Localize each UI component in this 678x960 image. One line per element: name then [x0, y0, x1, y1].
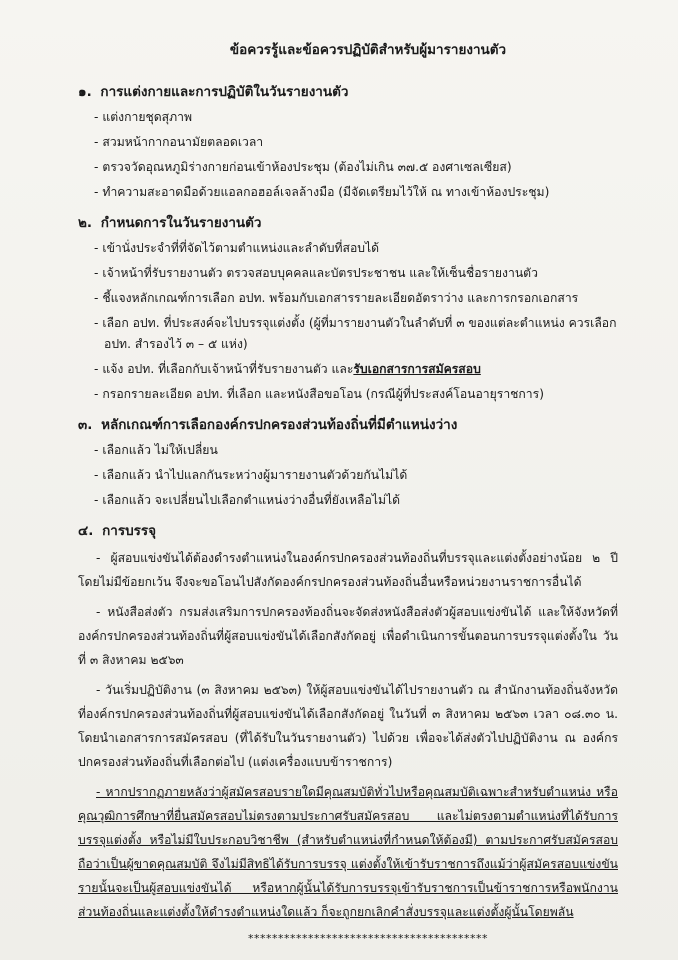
- bullet-dash: -: [94, 185, 99, 199]
- paragraph: - ผู้สอบแข่งขันได้ต้องดำรงตำแหน่งในองค์กรปกครองส่วนท้องถิ่นที่บรรจุและแต่งตั้งอย่างน้อย ๒ ปี โดยไม่มีข้อยกเว้น จึงจะขอโอนไปสังกัดองค์กรปกครองส่วนท้องถิ่นอื่นหรือหน่วยงานราชการอื่นได้: [78, 551, 618, 589]
- list-item: [94, 440, 618, 461]
- section-title: การบรรจุ: [102, 523, 157, 539]
- section-3-list: [78, 440, 618, 511]
- end-marker: ****************************************: [248, 932, 488, 945]
- section-1: [78, 80, 618, 203]
- section-heading: [78, 80, 618, 102]
- list-item: [94, 465, 618, 486]
- bullet-dash: -: [94, 468, 99, 482]
- paragraph: - หนังสือส่งตัว กรมส่งเสริมการปกครองท้องถิ่นจะจัดส่งหนังสือส่งตัวผู้สอบแข่งขันได้ และให้จังหวัดที่องค์กรปกครองส่วนท้องถิ่นที่ผู้สอบแข่งขันได้เลือกสังกัดอยู่ เพื่อดำเนินการขั้นตอนการบรรจุแต่งตั้งใน วันที่ ๓ สิงหาคม ๒๕๖๓: [78, 605, 618, 667]
- item-text: เลือกแล้ว นำไปแลกกันระหว่างผู้มารายงานตัวด้วยกันไม่ได้: [102, 468, 408, 482]
- bullet-dash: -: [94, 387, 99, 401]
- list-item: [94, 107, 618, 128]
- section-number: ๒.: [78, 215, 93, 231]
- section-number: ๑.: [78, 84, 92, 100]
- item-text: ตรวจวัดอุณหภูมิร่างกายก่อนเข้าห้องประชุม (ต้องไม่เกิน ๓๗.๕ องศาเซลเซียส): [102, 160, 512, 174]
- item-text: ชี้แจงหลักเกณฑ์การเลือก อปท. พร้อมกับเอกสารรายละเอียดอัตราว่าง และการกรอกเอกสาร: [102, 291, 579, 305]
- list-item: [94, 238, 618, 259]
- item-text: ทำความสะอาดมือด้วยแอลกอฮอล์เจลล้างมือ (มีจัดเตรียมไว้ให้ ณ ทางเข้าห้องประชุม): [102, 185, 550, 199]
- list-item: [94, 182, 618, 203]
- bullet-dash: -: [94, 135, 99, 149]
- bullet-dash: -: [94, 493, 99, 507]
- item-text: แต่งกายชุดสุภาพ: [102, 110, 193, 124]
- section-title: หลักเกณฑ์การเลือกองค์กรปกครองส่วนท้องถิ่นที่มีตำแหน่งว่าง: [101, 417, 458, 433]
- section-1-list: [78, 107, 618, 203]
- bullet-dash: -: [94, 241, 99, 255]
- list-item: [94, 313, 618, 355]
- item-text: เลือก อปท. ที่ประสงค์จะไปบรรจุแต่งตั้ง (ผู้ที่มารายงานตัวในลำดับที่ ๓ ของแต่ละตำแหน่ง ควรเลือก อปท. สำรองไว้ ๓ – ๕ แห่ง): [102, 316, 617, 351]
- list-item: [94, 132, 618, 153]
- bullet-dash: -: [94, 316, 99, 330]
- section-2-list: [78, 238, 618, 405]
- item-text: เข้านั่งประจำที่ที่จัดไว้ตามตำแหน่งและลำดับที่สอบได้: [102, 241, 380, 255]
- bullet-dash: -: [94, 362, 99, 376]
- bullet-dash: -: [94, 110, 99, 124]
- item-text: แจ้ง อปท. ที่เลือกกับเจ้าหน้าที่รับรายงานตัว และ: [102, 362, 354, 376]
- list-item: [94, 384, 618, 405]
- list-item: [94, 490, 618, 511]
- section-4: [78, 519, 618, 924]
- section-3: [78, 413, 618, 511]
- paragraph: - วันเริ่มปฏิบัติงาน (๓ สิงหาคม ๒๕๖๓) ให้ผู้สอบแข่งขันได้ไปรายงานตัว ณ สำนักงานท้องถิ่นจังหวัด ที่องค์กรปกครองส่วนท้องถิ่นที่ผู้สอบแข่งขันได้เลือกสังกัดอยู่ ในวันที่ ๓ สิงหาคม ๒๕๖๓ เวลา ๐๘.๓๐ น. โดยนำเอกสารการสมัครสอบ (ที่ได้รับในวันรายงานตัว) ไปด้วย เพื่อจะได้ส่งตัวไปปฏิบัติงาน ณ องค์กร ปกครองส่วนท้องถิ่นที่เลือกต่อไป (แต่งเครื่องแบบข้าราชการ): [78, 683, 618, 769]
- bullet-dash: -: [94, 291, 99, 305]
- item-text: กรอกรายละเอียด อปท. ที่เลือก และหนังสือขอโอน (กรณีผู้ที่ประสงค์โอนอายุราชการ): [102, 387, 544, 401]
- item-text: เลือกแล้ว จะเปลี่ยนไปเลือกตำแหน่งว่างอื่นที่ยังเหลือไม่ได้: [102, 493, 401, 507]
- section-title: กำหนดการในวันรายงานตัว: [100, 215, 262, 231]
- section-title: การแต่งกายและการปฏิบัติในวันรายงานตัว: [100, 84, 349, 100]
- list-item: [94, 288, 618, 309]
- bullet-dash: -: [94, 160, 99, 174]
- list-item: [94, 157, 618, 178]
- section-heading: [78, 211, 618, 233]
- emphasis-text: รับเอกสารการสมัครสอบ: [353, 362, 481, 376]
- section-number: ๔.: [78, 523, 94, 539]
- disqualification-paragraph: - หากปรากฏภายหลังว่าผู้สมัครสอบรายใดมีคุณสมบัติทั่วไปหรือคุณสมบัติเฉพาะสำหรับตำแหน่ง หรือคุณวุฒิการศึกษาที่ยื่นสมัครสอบไม่ตรงตามประกาศรับสมัครสอบ และไม่ตรงตามตำแหน่งที่ได้รับการ บรรจุแต่งตั้ง หรือไม่มีใบประกอบวิชาชีพ (สำหรับตำแหน่งที่กำหนดให้ต้องมี) ตามประกาศรับสมัครสอบ ถือว่าเป็นผู้ขาดคุณสมบัติ จึงไม่มีสิทธิได้รับการบรรจุ แต่งตั้งให้เข้ารับราชการถึงแม้ว่าผู้สมัครสอบแข่งขัน รายนั้นจะเป็นผู้สอบแข่งขันได้ หรือหากผู้นั้นได้รับการบรรจุเข้ารับราชการเป็นข้าราชการหรือพนักงาน ส่วนท้องถิ่นและแต่งตั้งให้ดำรงตำแหน่งใดแล้ว ก็จะถูกยกเลิกคำสั่งบรรจุและแต่งตั้งผู้นั้นโดยพลัน: [78, 785, 618, 919]
- section-heading: [78, 519, 618, 541]
- section-number: ๓.: [78, 417, 93, 433]
- section-heading: [78, 413, 618, 435]
- item-text: สวมหน้ากากอนามัยตลอดเวลา: [102, 135, 264, 149]
- item-text: เจ้าหน้าที่รับรายงานตัว ตรวจสอบบุคคลและบัตรประชาชน และให้เซ็นชื่อรายงานตัว: [102, 266, 538, 280]
- section-2: [78, 211, 618, 405]
- item-text: เลือกแล้ว ไม่ให้เปลี่ยน: [102, 443, 218, 457]
- list-item: [94, 263, 618, 284]
- document-title: ข้อควรรู้และข้อควรปฏิบัติสำหรับผู้มารายงานตัว: [229, 42, 507, 58]
- bullet-dash: -: [94, 443, 99, 457]
- list-item: [94, 359, 618, 380]
- bullet-dash: -: [94, 266, 99, 280]
